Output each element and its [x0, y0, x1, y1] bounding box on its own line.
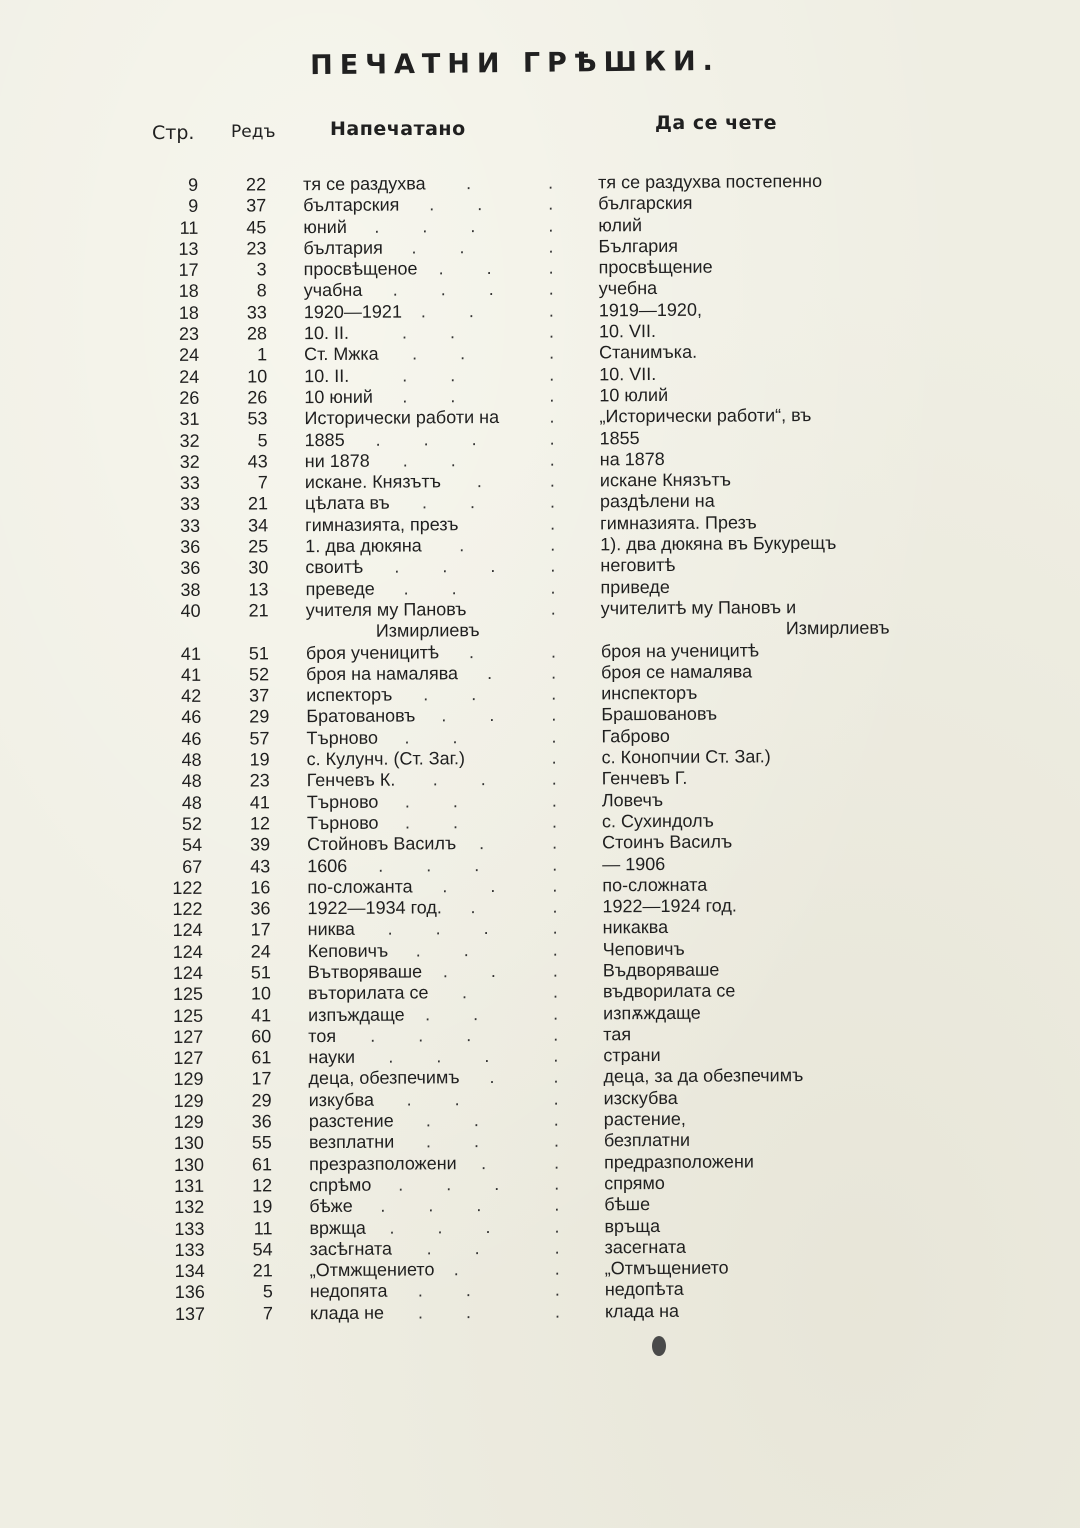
table-row: 130 55 везплатни безплатни . . .: [6, 1128, 1080, 1156]
row-printed: разстение: [308, 1110, 394, 1132]
row-page: 137: [174, 1303, 206, 1324]
row-page: 130: [173, 1133, 204, 1154]
table-row: 17 3 просвѣщеное просвѣщение . . .: [1, 255, 1080, 283]
row-page: 124: [172, 962, 203, 983]
table-row: 48 41 Търново Ловечъ . . .: [4, 787, 1080, 815]
row-read: броя на ученицитѣ: [600, 639, 760, 661]
row-printed: бълтарския: [303, 194, 400, 216]
row-page: 32: [179, 451, 200, 472]
row-read: Чеповичъ: [602, 938, 685, 960]
table-row: 125 41 изпъждаще изпѫждаще . . .: [5, 1000, 1080, 1028]
table-row: 133 11 вржща връща . . . .: [6, 1213, 1080, 1241]
row-page: 26: [179, 387, 200, 408]
row-read: предразположени: [603, 1151, 754, 1172]
table-row: 129 17 деца, обезпечимъ деца, за да обезпечимъ . .: [5, 1064, 1080, 1092]
table-row: 36 25 1. два дюкяна 1). два дюкяна въ Букурещъ . .: [2, 531, 1080, 559]
table-row: 137 7 клада не клада на . . .: [7, 1298, 1080, 1326]
row-page: 46: [181, 707, 202, 728]
row-line: 11: [253, 1217, 273, 1239]
row-read: изскубва: [603, 1087, 678, 1109]
row-read: Станимъка.: [599, 342, 698, 363]
row-printed: деца, обезпечимъ: [308, 1067, 460, 1089]
table-row: 46 29 Братовановъ Брашовановъ . . .: [3, 702, 1080, 730]
row-read: Генчевъ Г.: [601, 768, 688, 789]
table-row: 127 60 тоя тая . . . .: [5, 1021, 1080, 1049]
table-row: 11 45 юний юлий . . . .: [0, 212, 1080, 240]
row-page: 11: [179, 217, 199, 238]
row-read-cont: Измирлиевъ: [785, 617, 890, 639]
table-row: 124 24 Кеповичъ Чеповичъ . . .: [5, 936, 1080, 964]
row-page: 32: [179, 430, 200, 451]
row-line: 12: [252, 1175, 273, 1196]
row-read: никаква: [602, 917, 669, 938]
row-page: 36: [180, 536, 201, 557]
row-read: изпѫждаще: [603, 1002, 701, 1023]
row-printed: 1885: [304, 429, 345, 450]
row-printed: 10. II.: [303, 322, 350, 344]
row-read: българския: [598, 193, 693, 214]
row-printed: клада не: [309, 1302, 385, 1323]
row-page: 127: [173, 1026, 204, 1047]
row-read: по-сложната: [602, 874, 708, 896]
row-printed: вржща: [309, 1217, 366, 1238]
row-printed: цѣлата въ: [304, 493, 390, 514]
row-read: тя се раздухва постепенно: [597, 170, 823, 193]
table-row: 33 7 искане. Князътъ искане Князътъ . .: [2, 468, 1080, 496]
row-read: броя се намалява: [600, 661, 753, 683]
row-page: 124: [172, 941, 203, 962]
row-printed: 10. II.: [304, 365, 350, 386]
row-page: 18: [178, 302, 199, 323]
table-row: 24 10 10. II. 10. VII. . . .: [1, 361, 1080, 389]
row-read: на 1878: [599, 448, 665, 470]
header-printed: Напечатано: [330, 118, 466, 140]
row-page: 46: [181, 728, 202, 749]
row-line: 5: [262, 1281, 273, 1302]
table-row: 26 26 10 юний 10 юлий . . .: [1, 382, 1080, 410]
table-row: 9 37 бълтарския българския . . .: [0, 191, 1080, 219]
table-row: 52 12 Търново с. Сухиндолъ . . .: [4, 808, 1080, 836]
table-row: 23 28 10. II. 10. VII. . . .: [1, 318, 1080, 346]
row-read: приведе: [600, 576, 670, 597]
row-line: 29: [251, 1090, 272, 1111]
row-printed: ни 1878: [304, 450, 370, 472]
row-line: 28: [246, 323, 268, 344]
row-page: 131: [174, 1175, 205, 1196]
row-printed: 1. два дюкяна: [305, 535, 422, 557]
row-line: 36: [251, 1111, 272, 1132]
row-line: 7: [262, 1303, 274, 1324]
row-printed: испекторъ: [306, 684, 393, 706]
row-page: 9: [187, 174, 199, 195]
row-page: 127: [173, 1047, 204, 1069]
table-row: 136 5 недопята недопѣта . . .: [7, 1277, 1080, 1305]
table-row: 46 57 Търново Габрово . . .: [3, 723, 1080, 751]
header-line: Редъ: [231, 122, 276, 142]
table-row: 33 34 гимназията, презъ гимназията. Презъ .: [2, 510, 1080, 538]
table-row: 24 1 Ст. Мжка Станимъка. . . .: [1, 340, 1080, 368]
row-line: 21: [252, 1260, 273, 1281]
row-page: 31: [179, 409, 200, 430]
row-line: 24: [250, 941, 271, 962]
row-read: спрямо: [604, 1172, 665, 1194]
row-printed: тоя: [308, 1025, 337, 1047]
row-page: 124: [172, 920, 203, 941]
row-page: 132: [174, 1197, 205, 1218]
row-read: недопѣта: [604, 1279, 684, 1300]
row-read: безплатни: [603, 1130, 691, 1151]
row-page: 48: [181, 771, 202, 792]
row-printed: изкубва: [308, 1089, 374, 1110]
row-printed: Генчевъ К.: [306, 769, 396, 791]
row-page: 23: [178, 323, 200, 344]
row-read: „Исторически работи“, въ: [599, 405, 812, 427]
row-printed: тя се раздухва: [302, 173, 426, 195]
row-page: 24: [179, 366, 200, 387]
row-line: 61: [251, 1047, 272, 1068]
table-row: 13 23 бълтария България . . .: [0, 233, 1080, 261]
table-row: 42 37 испекторъ инспекторъ . . .: [3, 681, 1080, 709]
row-read: въдворилата се: [602, 980, 736, 1002]
ink-blot: [652, 1336, 666, 1356]
row-page: 129: [173, 1090, 204, 1111]
row-line: 43: [247, 451, 268, 472]
row-printed: никва: [307, 919, 355, 940]
table-row: 133 54 засѣгната засегната . . .: [7, 1234, 1080, 1262]
row-printed: по-сложанта: [307, 876, 413, 897]
row-page: 129: [173, 1069, 204, 1090]
table-row: 127 61 науки страни . . . .: [5, 1043, 1080, 1071]
row-line: 1: [257, 344, 268, 365]
table-row: 38 13 преведе приведе . . .: [2, 574, 1080, 602]
row-read: Стоинъ Василъ: [602, 831, 733, 853]
row-line: 19: [252, 1196, 273, 1217]
table-row: 134 21 „Отмжщението „Отмъщението . .: [7, 1256, 1080, 1284]
row-printed: Исторически работи на: [304, 407, 500, 429]
row-printed: 1606: [307, 855, 348, 876]
row-read: учителитѣ му Пановъ и: [600, 597, 797, 619]
table-row: 41 52 броя на намалява броя се намалява . .: [3, 659, 1080, 687]
row-printed: засѣгната: [309, 1238, 393, 1259]
table-row: 67 43 1606 — 1906 . . . .: [4, 851, 1080, 879]
table-row: 9 22 тя се раздухва тя се раздухва постепенно . .: [0, 169, 1080, 197]
row-page: 122: [172, 898, 203, 920]
row-read: гимназията. Презъ: [600, 512, 757, 534]
page-title: ПЕЧАТНИ ГРѢШКИ.: [309, 45, 721, 82]
row-read: 10 юлий: [599, 384, 669, 406]
row-page: 48: [181, 749, 202, 770]
row-read: Брашовановъ: [601, 704, 718, 725]
row-printed: Търново: [306, 812, 379, 834]
row-printed-cont: Измирлиевъ: [375, 620, 480, 641]
row-line: 7: [257, 472, 268, 493]
row-page: 133: [174, 1218, 205, 1239]
row-printed: учабна: [303, 280, 363, 301]
row-line: 41: [251, 1004, 272, 1026]
table-row: 18 33 1920—1921 1919—1920, . . .: [1, 297, 1080, 325]
row-read: Ловечъ: [601, 789, 664, 810]
row-printed: просвѣщеное: [303, 258, 418, 280]
table-row: 18 8 учабна учебна . . . .: [1, 276, 1080, 304]
row-line: 25: [248, 536, 269, 557]
row-line: 43: [250, 855, 271, 876]
row-printed: учителя му Пановъ: [305, 599, 467, 621]
row-page: 125: [173, 1005, 204, 1026]
row-line: 41: [249, 791, 270, 813]
row-page: 9: [188, 196, 199, 217]
row-page: 33: [180, 515, 201, 536]
row-read: Въдворяваше: [602, 959, 720, 981]
row-printed: Кеповичъ: [307, 940, 389, 961]
row-printed: Вътворяваше: [307, 961, 423, 983]
row-line: 26: [247, 387, 268, 408]
row-read: с. Сухиндолъ: [601, 810, 714, 832]
row-line: 8: [256, 280, 267, 301]
row-page: 41: [180, 643, 201, 664]
row-printed: броя на намалява: [305, 663, 459, 684]
row-printed: преведе: [305, 578, 375, 599]
row-read: връща: [604, 1215, 661, 1236]
row-read: с. Конопчии Ст. Заг.): [601, 746, 771, 768]
row-page: 134: [174, 1260, 205, 1282]
row-printed: 10 юний: [304, 386, 373, 408]
table-row: 48 19 с. Кулунч. (Ст. Заг.) с. Конопчии Ст. Заг.) .: [4, 744, 1080, 772]
row-line: 13: [248, 579, 269, 600]
row-page: 54: [181, 834, 203, 856]
row-line: 3: [256, 259, 267, 280]
row-line: 23: [249, 770, 270, 791]
table-row: 132 19 бѣже бѣше . . . .: [6, 1192, 1080, 1220]
row-page: 13: [178, 238, 199, 259]
row-line: 21: [248, 600, 269, 621]
row-printed: гимназията, презъ: [305, 513, 459, 535]
table-row: 32 5 1885 1855 . . . .: [2, 425, 1080, 453]
row-printed: броя ученицитѣ: [305, 641, 440, 663]
row-read: неговитѣ: [600, 555, 676, 576]
table-row: 125 10 въторилата се въдворилата се . .: [5, 979, 1080, 1007]
row-line: 37: [246, 195, 267, 216]
row-printed: науки: [308, 1047, 356, 1068]
row-line: 33: [246, 302, 267, 323]
row-printed: презразположени: [308, 1152, 457, 1174]
row-line: 5: [257, 429, 268, 450]
row-page: 38: [180, 579, 201, 600]
row-line: 10: [247, 366, 268, 387]
row-read: растение,: [603, 1108, 686, 1130]
row-line: 19: [249, 749, 270, 770]
row-line: 21: [247, 493, 269, 514]
table-row: 124 17 никва никаква . . . .: [5, 915, 1080, 943]
row-printed: „Отмжщението: [309, 1259, 435, 1281]
row-line: 45: [246, 216, 267, 238]
row-printed: бѣже: [309, 1196, 353, 1217]
table-row: 130 61 презразположени предразположени . .: [6, 1149, 1080, 1177]
row-line: 51: [250, 962, 271, 983]
table-row: 32 43 ни 1878 на 1878 . . .: [2, 446, 1080, 474]
table-row: 54 39 Стойновъ Василъ Стоинъ Василъ . .: [4, 830, 1080, 858]
row-page: 48: [181, 792, 202, 813]
row-printed: въторилата се: [307, 982, 429, 1004]
table-row: 41 51 броя ученицитѣ броя на ученицитѣ . .: [3, 638, 1080, 666]
row-printed: Братовановъ: [306, 705, 416, 727]
row-page: 36: [180, 558, 201, 579]
row-read: деца, за да обезпечимъ: [603, 1065, 804, 1087]
row-line: 22: [245, 174, 267, 195]
row-printed: 1920—1921: [303, 301, 402, 322]
row-printed: своитѣ: [305, 557, 364, 578]
row-line: 60: [251, 1026, 272, 1047]
row-printed: Стойновъ Василъ: [307, 833, 457, 855]
row-read: инспекторъ: [601, 682, 698, 704]
row-printed: изпъждаще: [308, 1004, 405, 1025]
row-read: 1922—1924 год.: [602, 895, 737, 917]
header-read-as: Да се чете: [655, 112, 777, 134]
row-read: 1). два дюкяна въ Букурещъ: [600, 532, 837, 555]
row-line: 17: [250, 919, 271, 940]
table-row: 48 23 Генчевъ К. Генчевъ Г. . . .: [4, 766, 1080, 794]
errata-table: [0, 169, 1080, 1326]
row-printed: искане. Князътъ: [304, 471, 442, 493]
row-line: 53: [247, 408, 268, 429]
row-page: 52: [181, 813, 203, 834]
table-row: 31 53 Исторически работи на „Исторически работи“, въ .: [1, 404, 1080, 432]
row-line: 51: [248, 642, 269, 664]
row-read: бѣше: [604, 1194, 651, 1215]
row-read: раздѣлени на: [599, 491, 715, 512]
row-printed: недопята: [309, 1281, 388, 1302]
row-line: 36: [250, 898, 271, 919]
row-line: 16: [250, 877, 271, 898]
row-line: 52: [248, 664, 270, 685]
row-page: 67: [182, 856, 203, 877]
row-page: 42: [181, 685, 202, 707]
row-line: 30: [248, 557, 269, 578]
row-printed: 1922—1934 год.: [307, 897, 442, 919]
row-page: 122: [172, 877, 203, 898]
row-page: 18: [178, 281, 199, 302]
table-row: 129 29 изкубва изскубва . . .: [6, 1085, 1080, 1113]
row-line: 12: [249, 813, 271, 834]
row-read: засегната: [604, 1236, 687, 1258]
row-line: 34: [248, 515, 269, 536]
row-page: 125: [172, 984, 204, 1005]
row-page: 41: [180, 664, 202, 685]
row-page: 33: [179, 494, 201, 515]
row-printed: юний: [303, 216, 347, 237]
row-line: 57: [249, 728, 270, 749]
table-row: 40 21 учителя му Пановъ учителитѣ му Пановъ и Измирлиевъ Измирлиевъ .: [3, 595, 1080, 644]
row-page: 129: [173, 1111, 204, 1133]
table-row: 129 36 разстение растение, . . .: [6, 1106, 1080, 1134]
row-read: България: [598, 235, 679, 257]
row-read: — 1906: [602, 853, 666, 874]
row-page: 17: [178, 259, 199, 281]
table-row: 122 36 1922—1934 год. 1922—1924 год. . .: [4, 893, 1080, 921]
table-row: 124 51 Вътворяваше Въдворяваше . . .: [5, 957, 1080, 985]
row-read: тая: [603, 1024, 632, 1045]
row-read: клада на: [604, 1300, 680, 1322]
row-read: Габрово: [601, 725, 670, 747]
row-line: 37: [249, 685, 270, 706]
row-printed: Ст. Мжка: [304, 344, 379, 365]
row-page: 133: [174, 1239, 205, 1260]
table-row: 36 30 своитѣ неговитѣ . . . .: [2, 553, 1080, 581]
row-read: просвѣщение: [598, 256, 713, 278]
row-line: 55: [251, 1132, 272, 1153]
row-page: 136: [174, 1282, 205, 1303]
table-row: 131 12 спрѣмо спрямо . . . .: [6, 1170, 1080, 1198]
row-page: 130: [173, 1154, 205, 1175]
row-printed: Търново: [306, 791, 379, 812]
row-line: 17: [251, 1068, 272, 1089]
row-line: 54: [252, 1239, 273, 1260]
row-line: 23: [246, 238, 267, 259]
row-line: 29: [249, 706, 270, 727]
row-line: 10: [250, 983, 272, 1004]
table-row: 122 16 по-сложанта по-сложната . . .: [4, 872, 1080, 900]
row-read: 1855: [599, 427, 640, 448]
row-printed: бълтария: [303, 237, 383, 259]
row-read: искане Князътъ: [599, 469, 731, 491]
row-page: 24: [179, 345, 200, 366]
header-page: Стр.: [152, 122, 195, 144]
row-printed: с. Кулунч. (Ст. Заг.): [306, 748, 466, 770]
row-read: „Отмъщението: [604, 1257, 729, 1279]
row-read: юлий: [598, 214, 643, 235]
row-printed: Търново: [306, 727, 379, 748]
row-read: учебна: [598, 278, 658, 299]
table-row: 33 21 цѣлата въ раздѣлени на . . .: [2, 489, 1080, 517]
row-read: страни: [603, 1045, 661, 1066]
row-page: 40: [180, 600, 201, 621]
row-read: 10. VII.: [598, 321, 657, 342]
row-page: 33: [179, 472, 200, 494]
row-read: 10. VII.: [599, 363, 657, 385]
row-line: 39: [249, 834, 271, 855]
row-printed: спрѣмо: [309, 1174, 372, 1196]
row-printed: везплатни: [308, 1131, 395, 1153]
row-read: 1919—1920,: [598, 299, 702, 321]
row-line: 61: [251, 1154, 273, 1175]
